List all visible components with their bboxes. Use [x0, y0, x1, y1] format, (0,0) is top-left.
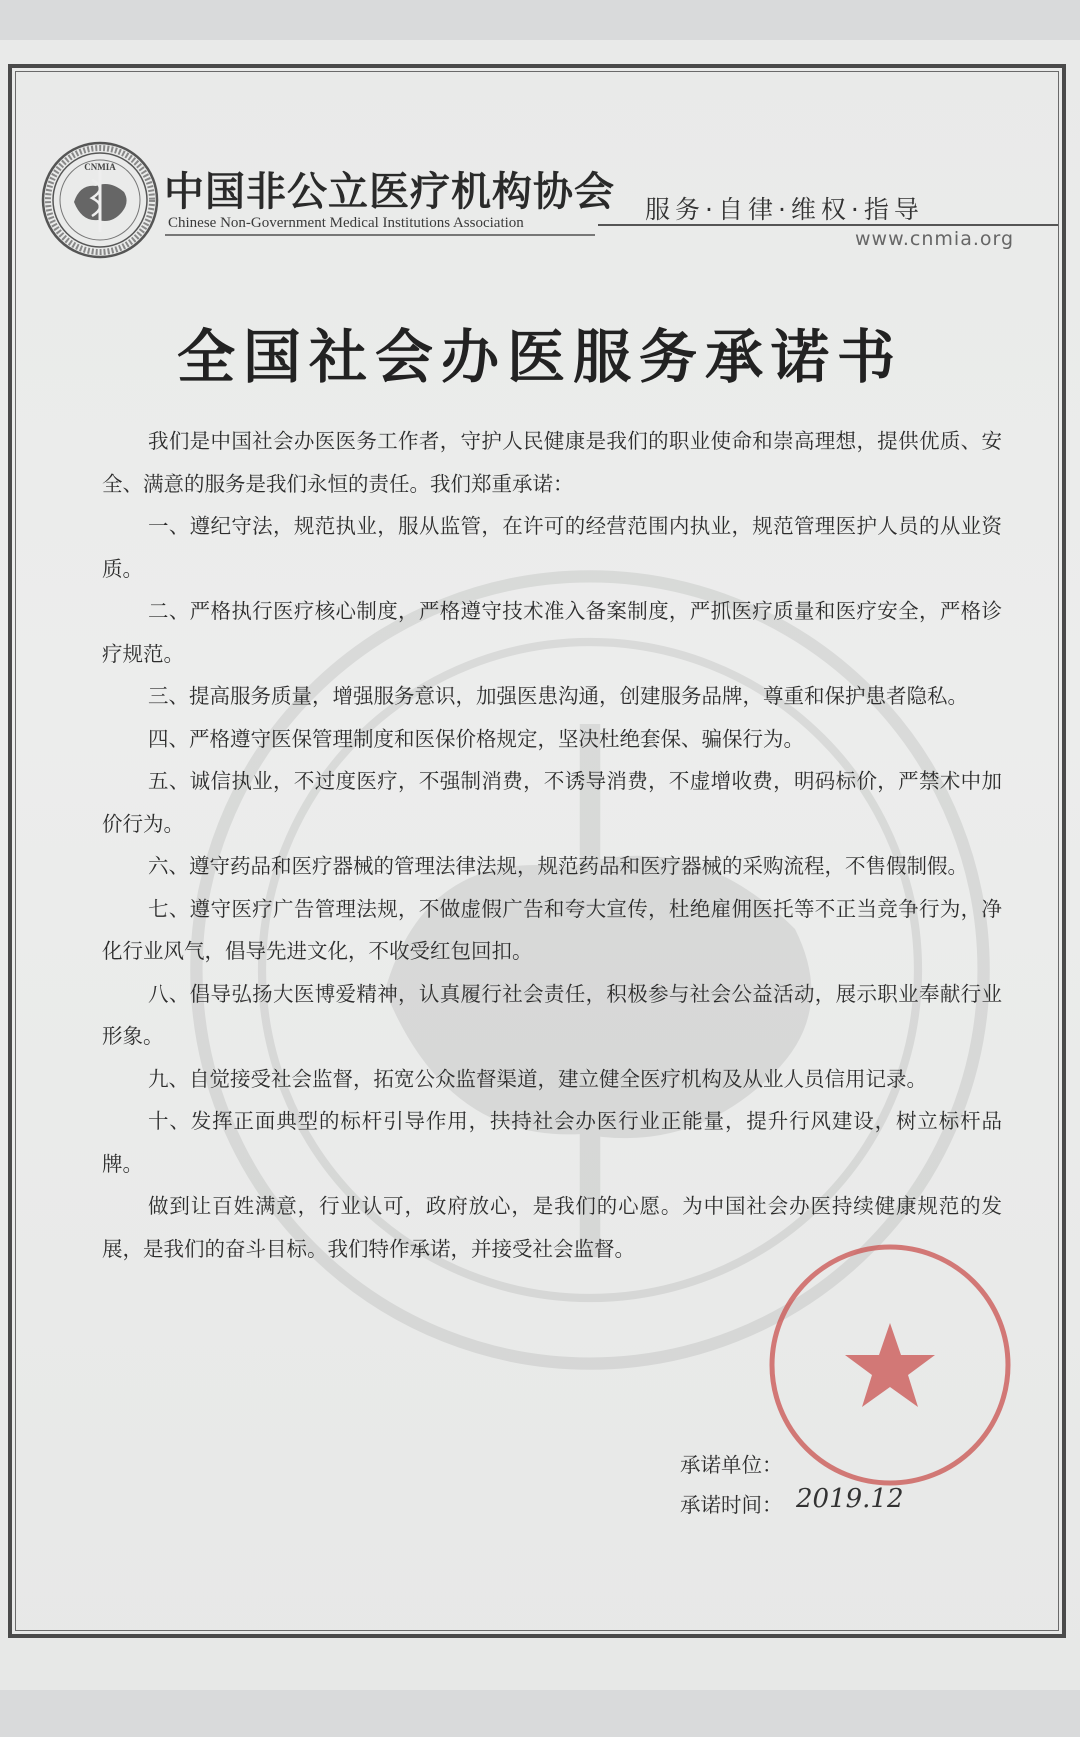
document-title: 全国社会办医服务承诺书: [176, 323, 903, 391]
paragraph-item: 二、严格执行医疗核心制度，严格遵守技术准入备案制度，严抓医疗质量和医疗安全，严格诊疗规范。: [102, 599, 1002, 666]
paragraph-item: 九、自觉接受社会监督，拓宽公众监督渠道，建立健全医疗机构及从业人员信用记录。: [148, 1066, 927, 1091]
slogan: 服务·自律·维权·指导: [645, 195, 924, 224]
paragraph-item: 十、发挥正面典型的标杆引导作用，扶持社会办医行业正能量，提升行风建设，树立标杆品牌。: [102, 1109, 1002, 1176]
website-url: www.cnmia.org: [855, 228, 1015, 250]
paragraph-item: 三、提高服务质量，增强服务意识，加强医患沟通，创建服务品牌，尊重和保护患者隐私。: [148, 684, 968, 708]
sign-time-label: 承诺时间：: [680, 1493, 783, 1517]
paragraph-item: 八、倡导弘扬大医博爱精神，认真履行社会责任，积极参与社会公益活动，展示职业奉献行业形象。: [102, 981, 1002, 1048]
header-divider-right: [598, 224, 1058, 226]
association-logo-icon: [40, 140, 160, 260]
header-divider-left: [165, 234, 595, 236]
paragraph-item: 七、遵守医疗广告管理法规，不做虚假广告和夸大宣传，杜绝雇佣医托等不正当竞争行为，净化行业风气，倡导先进文化，不收受红包回扣。: [102, 896, 1002, 963]
paragraph-intro: 我们是中国社会办医医务工作者，守护人民健康是我们的职业使命和崇高理想，提供优质、安全、满意的服务是我们永恒的责任。我们郑重承诺：: [102, 429, 1002, 496]
paragraph-closing: 做到让百姓满意，行业认可，政府放心，是我们的心愿。为中国社会办医持续健康规范的发展，是我们的奋斗目标。我们特作承诺，并接受社会监督。: [102, 1194, 1002, 1261]
paragraph-item: 一、遵纪守法，规范执业，服从监管，在许可的经营范围内执业，规范管理医护人员的从业资质。: [102, 514, 1002, 581]
org-name-cn: 中国非公立医疗机构协会: [164, 168, 615, 215]
logo-text: CNMIA: [84, 162, 116, 172]
paragraph-item: 五、诚信执业，不过度医疗，不强制消费，不诱导消费，不虚增收费，明码标价，严禁术中加价行为。: [102, 769, 1002, 836]
paragraph-item: 六、遵守药品和医疗器械的管理法律法规，规范药品和医疗器械的采购流程，不售假制假。: [148, 854, 968, 878]
org-name-en: Chinese Non-Government Medical Institutions Association: [168, 215, 524, 231]
sign-time-value: 2019.12: [796, 1484, 904, 1514]
document-body: [102, 420, 1002, 1270]
paragraph-item: 四、严格遵守医保管理制度和医保价格规定，坚决杜绝套保、骗保行为。: [148, 726, 804, 751]
red-seal-stamp-icon: [760, 1235, 1020, 1495]
sign-unit-label: 承诺单位：: [680, 1453, 783, 1477]
